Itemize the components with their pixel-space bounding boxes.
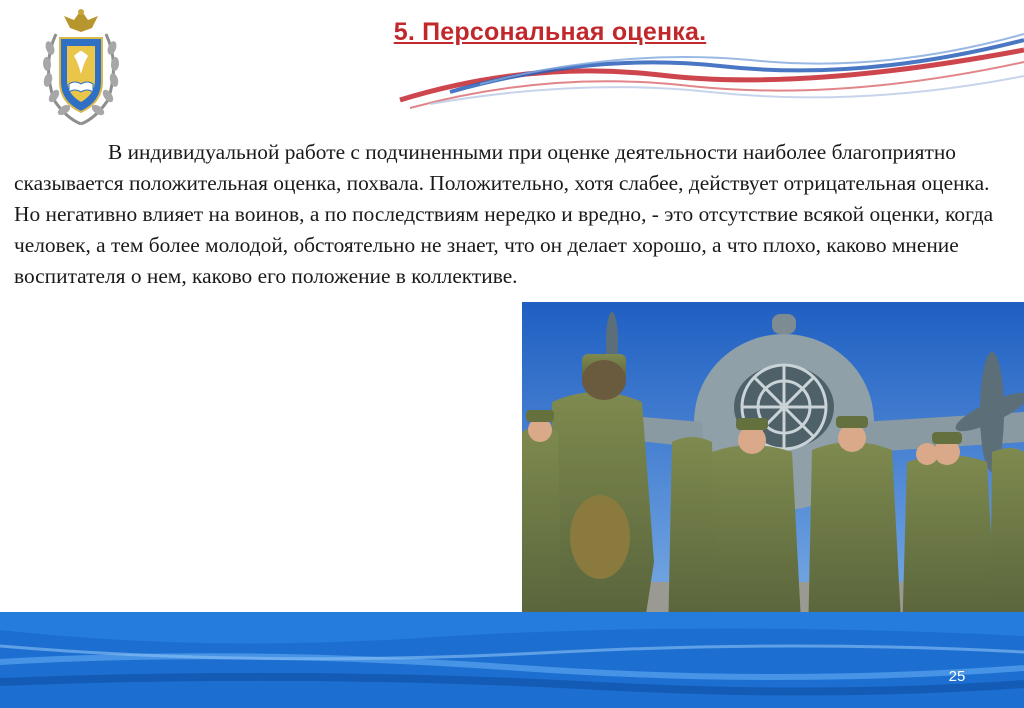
flag-waves-decoration [390, 30, 1024, 120]
body-text [14, 137, 1006, 292]
soldiers-photo [522, 302, 1024, 640]
body-paragraph: В индивидуальной работе с подчиненными при оценке деятельности наиболее благоприятно сказывается положительная оценка, похвала. Положительно, хотя слабее, действует отрицательная оценка. Но негативно влияет на воинов, а по последствиям нередко и вредно, - это отсутствие всякой оценки, когда человек, а тем более молодой, обстоятельно не знает, что он делает хорошо, а что плохо, каково мнение воспитателя о нем, каково его положение в коллективе. [14, 140, 994, 288]
slide-title: 5. Персональная оценка. [393, 18, 707, 46]
bottom-wave-band [0, 612, 1024, 708]
military-emblem-icon [38, 4, 124, 128]
page-number: 25 [948, 668, 966, 685]
